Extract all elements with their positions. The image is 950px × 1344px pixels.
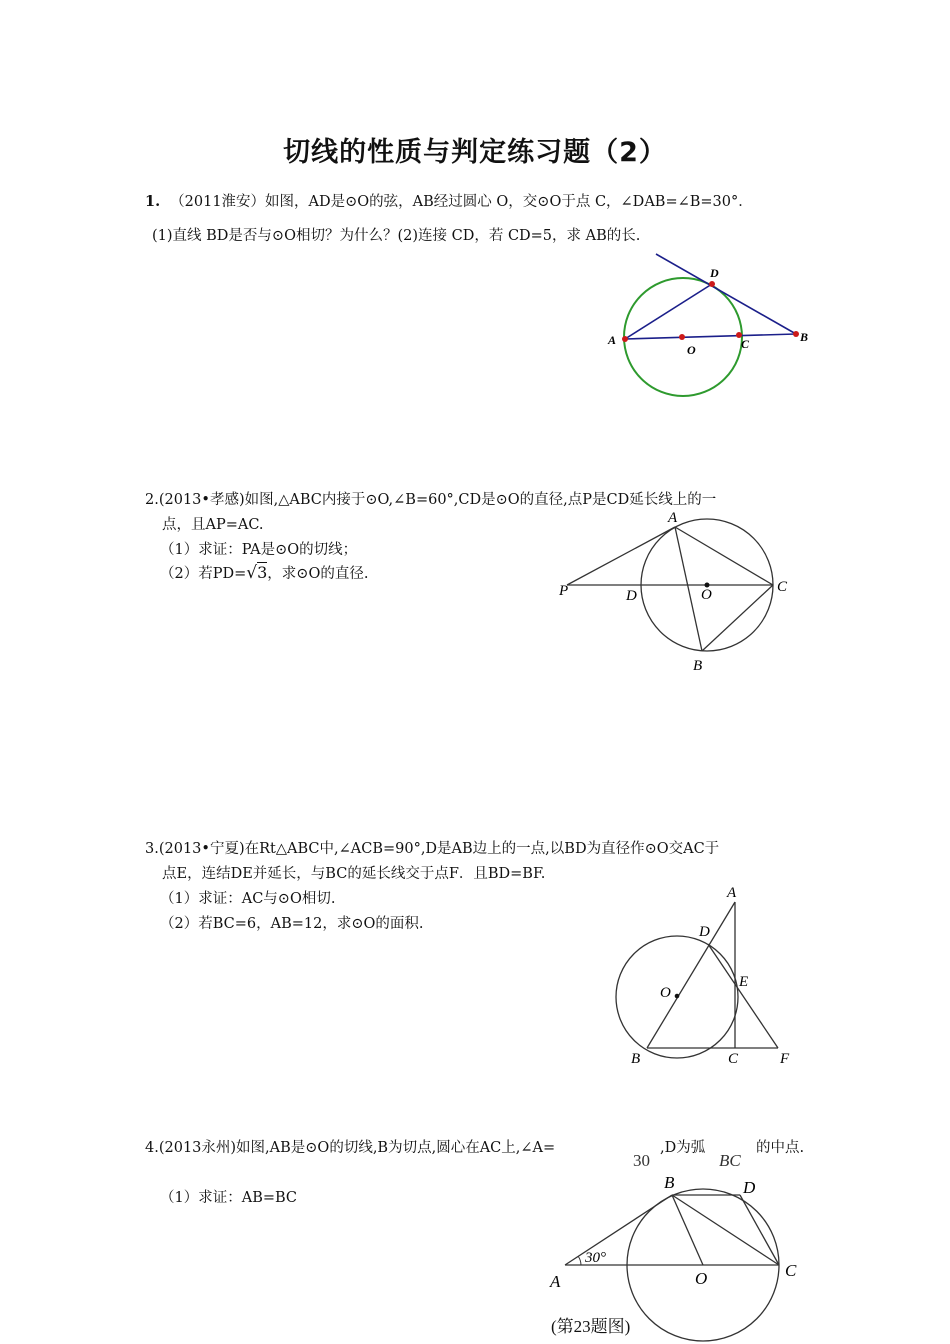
figure-1-label-d: D [710,266,719,280]
figure-2-label-p: P [559,583,569,599]
figure-2-label-b: B [693,658,703,674]
figure-4-line-dc [740,1195,779,1265]
figure-3-point-o [675,994,680,999]
question-1-parts: (1)直线 BD是否与⊙O相切？为什么？(2)连接 CD，若 CD=5，求 AB的长. [152,228,641,244]
figure-3-label-a: A [727,885,737,901]
figure-1-line-bd [656,254,796,334]
question-3-stem-line2: 点E，连结DE并延长，与BC的延长线交于点F．且BD=BF. [162,866,546,882]
question-2-part-2-post: ，求⊙O的直径. [267,566,369,582]
figure-1-line-ab [625,334,796,339]
figure-2-label-o: O [701,587,712,603]
question-2-part-2-pre: （2）若PD= [160,566,247,582]
figure-2-line-bc [702,585,773,651]
question-1-stem [145,192,753,212]
figure-2 [555,505,805,680]
figure-4-label-b: B [664,1173,675,1192]
figure-3-label-d: D [699,924,710,940]
figure-2-label-c: C [777,579,788,595]
question-2-stem-line1: 2.(2013•孝感)如图,△ABC内接于⊙O,∠B=60°,CD是⊙O的直径,点P是CD延长线上的一 [145,492,717,508]
question-4-stem-pre: 4.(2013永州)如图,AB是⊙O的切线,B为切点,圆心在AC上,∠A= [145,1140,556,1156]
question-4-part-1: （1）求证：AB=BC [160,1190,298,1206]
figure-3-line-ab [647,902,735,1048]
figure-1-point-o [679,334,685,340]
figure-2-label-a: A [668,510,678,526]
figure-4-caption: (第23题图) [551,1317,631,1336]
figure-1-label-o: O [687,343,696,357]
figure-1-point-d [709,281,715,287]
figure-3-line-df [708,944,778,1048]
figure-4-label-a: A [550,1272,561,1291]
question-4-blank-arc: BC [719,1151,741,1170]
question-2-stem-line2: 点，且AP=AC. [162,517,264,533]
figure-2-line-ac [675,527,773,585]
figure-4-line-ab [565,1195,672,1265]
figure-3-label-e: E [739,974,749,990]
question-2-part-1: （1）求证：PA是⊙O的切线； [160,542,358,558]
figure-4-label-o: O [695,1269,708,1288]
figure-1-label-c: C [741,337,750,351]
figure-1-point-a [622,336,628,342]
question-3-stem-line1: 3.(2013•宁夏)在Rt△ABC中,∠ACB=90°,D是AB边上的一点,以BD为直径作⊙O交AC于 [145,841,720,857]
question-2-part-2 [160,563,368,584]
figure-3 [600,880,810,1070]
question-4-stem-mid: ,D为弧 [660,1140,706,1156]
question-3-part-2: （2）若BC=6，AB=12，求⊙O的面积. [160,916,424,932]
question-4-blank-angle: 30 [633,1151,650,1170]
question-2-part-2-radicand: 3 [257,563,268,582]
figure-3-label-b: B [631,1051,641,1067]
figure-3-label-o: O [660,985,671,1001]
figure-1 [600,250,820,410]
figure-2-label-d: D [626,588,637,604]
page-title: 切线的性质与判定练习题（2） [283,137,667,168]
question-1-text: （2011淮安）如图，AD是⊙O的弦，AB经过圆心 O，交⊙O于点 C，∠DAB=∠B=30°． [170,194,753,210]
figure-4-angle-arc [578,1256,581,1265]
figure-2-line-ab [675,527,702,651]
figure-3-label-c: C [728,1051,739,1067]
question-4-stem-post: 的中点. [756,1140,805,1156]
figure-2-line-pa [567,527,675,585]
figure-4-angle-label: 30° [585,1250,606,1266]
figure-3-label-f: F [780,1051,790,1067]
figure-1-label-a: A [608,333,617,347]
figure-1-label-b: B [800,330,809,344]
figure-1-line-ad [625,284,712,339]
sqrt-icon: √ [246,563,258,583]
figure-4-label-d: D [743,1178,756,1197]
question-1-number: 1. [145,193,161,210]
question-3-part-1: （1）求证：AC与⊙O相切. [160,891,336,907]
figure-1-point-b [793,331,799,337]
figure-4-label-c: C [785,1261,797,1280]
